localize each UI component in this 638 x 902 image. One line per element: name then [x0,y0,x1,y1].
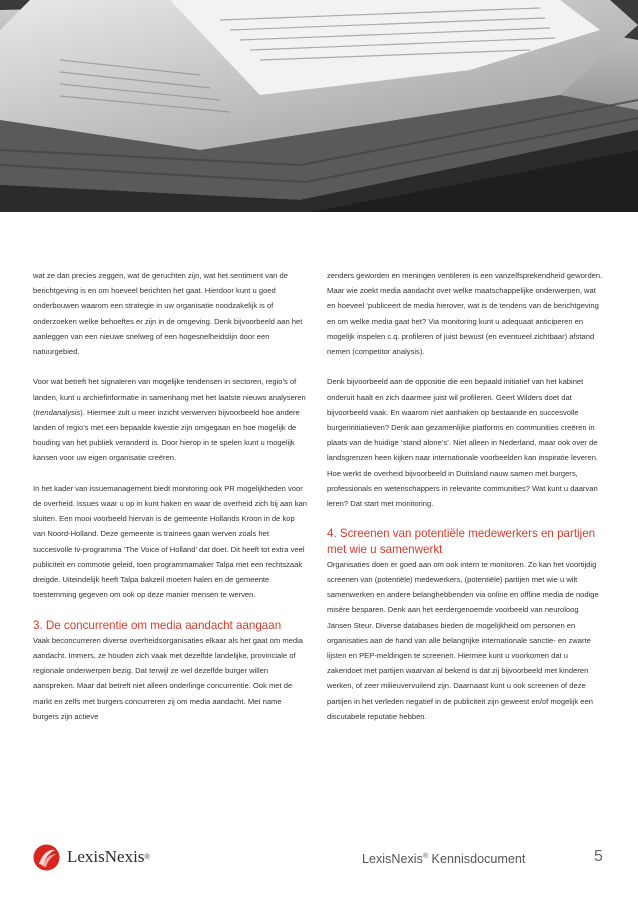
section-heading: 4. Screenen van potentiële medewerkers en partijen met wie u samenwerkt [327,527,596,556]
left-text-column [33,268,309,739]
paragraph: In het kader van issuemanagement biedt monitoring ook PR mogelijkheden voor de overheid. Issues waar u op in kunt haken en waar de overheid zich bij aan kan sluiten. Een mooi voorbeeld hiervan is de gemeente Hollands Kroon in de kop van Noord-Holland. Deze gemeente is trainees gaan werven zoals het succesvolle tv-programma ‘The Voice of Holland’ dat doet. Dit heeft tot extra veel publiciteit en commotie geleid, toen programmamaker Talpa met een rechtszaak dreigde. Uiteindelijk heeft Talpa bakzeil moeten halen en de gemeente toestemming gegeven om ook op deze manier mensen te werven. [33,483,307,600]
paragraph [33,374,309,465]
page-number: 5 [594,848,603,865]
registered-mark: ® [422,852,429,860]
newspaper-stack-icon [0,0,638,212]
paragraph: Organisaties doen er goed aan om ook intern te monitoren. Zo kan het voortijdig screenen van (potentiële) medewerkers, (potentiële) partijen met wie u wilt samenwerken en andere belanghebbenden via online en offline media de nodige misère besparen. Denk aan het eerdergenoemde voorbeeld van neuroloog Jansen Steur. Diverse databases bieden de mogelijkheid om personen en organisaties aan de hand van alle belangrijke internationale sanctie- en zwarte lijsten en PEP-meldingen te screenen. Hiermee kunt u voorkomen dat u zakendoet met partijen waarvan al bekend is dat zij bijvoorbeeld met kinderen werken, of zeer milieuvervuilend zijn. Daarnaast kunt u ook screenen of deze partijen in het verleden negatief in de publiciteit zijn geweest en/of mogelijk een discutabele reputatie hebben. [327,559,599,721]
page-footer [0,838,638,878]
paragraph: zenders geworden en meningen ventileren is een vanzelfsprekendheid geworden. Maar wie zoekt media aandacht over welke maatschappelijke onderwerpen, wat en hoeveel ‘publiceert de media hierover, wat is de tendens van de berichtgeving en om welke media gaat het? Via monitoring kunt u adequaat anticiperen en mogelijk inspelen c.q. profileren of juist bewust (en eventueel zichtbaar) afstand nemen (competitor analysis). [327,271,603,357]
paragraph: wat ze dan precies zeggen, wat de geruchten zijn, wat het sentiment van de berichtgeving is en om hoeveel berichten het gaat. Hierdoor kunt u goed onderbouwen waarom een strategie in uw organisatie noodzakelijk is of onderzoeken welke behoeftes er zijn in de omgeving. Denk bijvoorbeeld aan het aanleggen van een nieuwe snelweg of een hogesnelheidslijn door een natuurgebied. [33,271,303,357]
doc-brand: LexisNexis [362,852,423,866]
lexisnexis-logo [33,844,150,870]
paragraph: Denk bijvoorbeeld aan de oppositie die een bepaald initiatief van het kabinet onderuit haalt en zich daarmee juist wil profileren. Geert Wilders doet dat bijvoorbeeld vaak. En waarom niet aanhaken op bestaande en succesvolle burgerinitiatieven? Denk aan gezamenlijke platforms en communities creëren in plaats van de huidige ‘stand alone’s’. Niet alleen in Nederland, maar ook over de landsgrenzen heen kijken naar internationale voorbeelden kan inspiratie leveren. Hoe werkt de overheid bijvoorbeeld in Duitsland nauw samen met burgers, professionals en wetenschappers in relevante communities? Wat kunt u daarvan leren? Dat start met monitoring. [327,377,599,509]
paragraph-text: ). Hiermee zult u meer inzicht verwerven bijvoorbeeld hoe andere landen of regio’s met een bepaalde kwestie zijn omgegaan en hoe mogelijk de houding van het publiek veranderd is. Door hierop in te spelen kunt u mogelijk kansen voor uw eigen organisatie creëren. [33,407,300,463]
section-heading: 3. De concurrentie om media aandacht aangaan [33,618,282,632]
right-text-column [327,268,603,739]
registered-mark: ® [144,853,150,861]
logo-wordmark: LexisNexis [67,847,145,866]
hero-newspaper-image [0,0,638,212]
emphasis-text: trendanalysis [35,407,81,417]
doc-title: Kennisdocument [428,852,526,866]
document-title [362,852,525,866]
paragraph: Vaak beconcurreren diverse overheidsorganisaties elkaar als het gaat om media aandacht. Immers, ze houden zich vaak met dezelfde landelijke, provinciale of regionale onderwerpen bezig. Dat terwijl ze wel dezelfde burger willen aanspreken. Maar dat betreft niet alleen onderlinge concurrentie. Ook met de markt en zelfs met burgers concurreren zij om media aandacht. Met name burgers zijn actieve [33,635,304,721]
paragraph-text: Voor wat betreft het signaleren van mogelijke tendensen in sectoren, regio’s of landen, kunt u archiefinformatie in samenhang met het laatste nieuws analyseren ( [33,377,306,417]
lexisnexis-logo-icon [33,844,60,871]
